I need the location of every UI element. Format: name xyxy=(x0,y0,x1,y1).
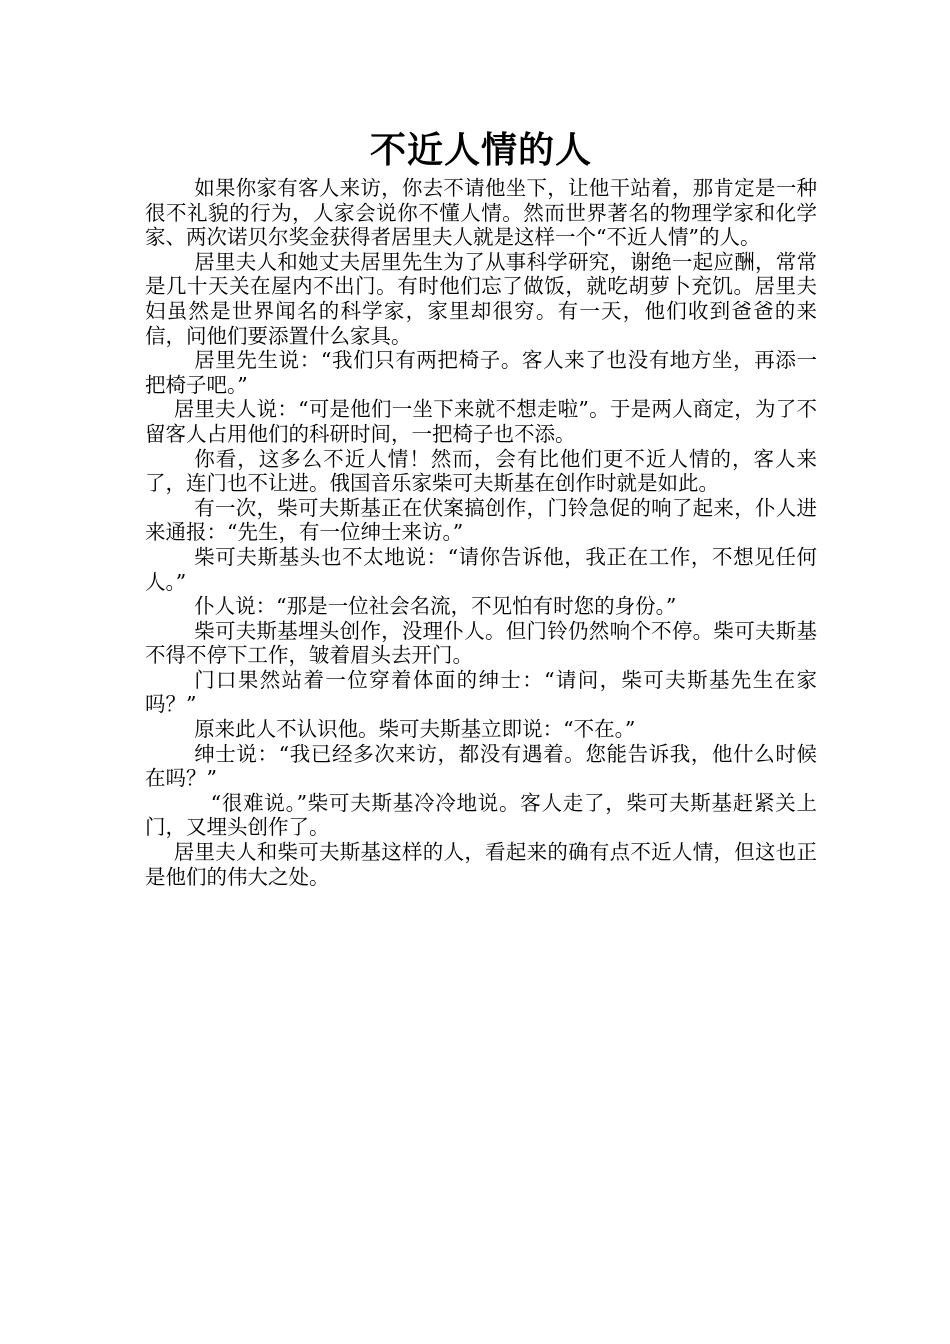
document-title: 不近人情的人 xyxy=(369,129,592,171)
paragraph-12: 绅士说：“我已经多次来访，都没有遇着。您能告诉我，他什么时候在吗？” xyxy=(145,741,817,791)
paragraph-11: 原来此人不认识他。柴可夫斯基立即说：“不在。” xyxy=(194,717,636,742)
document-body xyxy=(145,176,817,889)
paragraph-10: 门口果然站着一位穿着体面的绅士：“请问，柴可夫斯基先生在家吗？” xyxy=(145,667,817,717)
paragraph-9: 柴可夫斯基埋头创作，没理仆人。但门铃仍然响个不停。柴可夫斯基不得不停下工作，皱着眉头去开门。 xyxy=(145,618,817,668)
paragraph-2: 居里夫人和她丈夫居里先生为了从事科学研究，谢绝一起应酬，常常是几十天关在屋内不出门。有时他们忘了做饭，就吃胡萝卜充饥。居里夫妇虽然是世界闻名的科学家，家里却很穷。有一天，他们收到爸爸的来信，问他们要添置什么家具。 xyxy=(145,249,817,348)
paragraph-7: 柴可夫斯基头也不太地说：“请你告诉他，我正在工作，不想见任何人。” xyxy=(145,544,817,594)
paragraph-8: 仆人说：“那是一位社会名流，不见怕有时您的身份。” xyxy=(194,594,677,619)
paragraph-3: 居里先生说：“我们只有两把椅子。客人来了也没有地方坐，再添一把椅子吧。” xyxy=(145,348,817,397)
paragraph-14: 居里夫人和柴可夫斯基这样的人，看起来的确有点不近人情，但这也正是他们的伟大之处。 xyxy=(145,840,817,889)
paragraph-1: 如果你家有客人来访，你去不请他坐下，让他干站着，那肯定是一种很不礼貌的行为，人家会说你不懂人情。然而世界著名的物理学家和化学家、两次诺贝尔奖金获得者居里夫人就是这样一个“不近人情”的人。 xyxy=(145,176,817,250)
document-page xyxy=(145,128,817,889)
paragraph-13: “很难说。”柴可夫斯基冷冷地说。客人走了，柴可夫斯基赶紧关上门，又埋头创作了。 xyxy=(145,790,817,840)
paragraph-4: 居里夫人说：“可是他们一坐下来就不想走啦”。于是两人商定，为了不留客人占用他们的科研时间，一把椅子也不添。 xyxy=(145,397,817,446)
paragraph-5: 你看，这多么不近人情！然而，会有比他们更不近人情的，客人来了，连门也不让进。俄国音乐家柴可夫斯基在创作时就是如此。 xyxy=(145,446,817,496)
paragraph-6: 有一次，柴可夫斯基正在伏案搞创作，门铃急促的响了起来，仆人进来通报：“先生，有一位绅士来访。” xyxy=(145,495,817,545)
